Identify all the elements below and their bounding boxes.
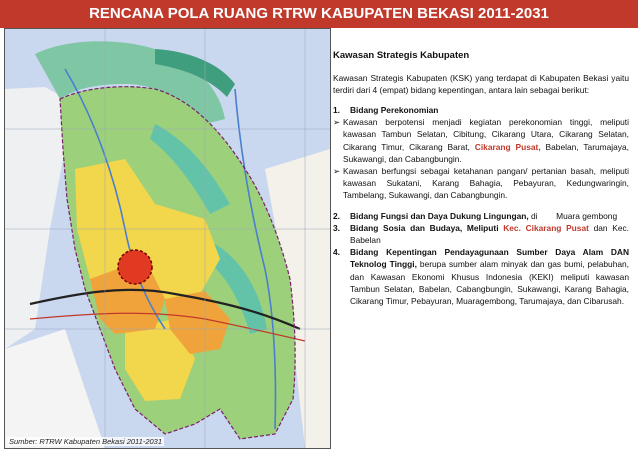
list-item-3 bbox=[333, 222, 629, 246]
highlight-text: Cikarang Pusat, bbox=[474, 141, 541, 152]
item-title: Bidang Fungsi dan Daya Dukung Lingungan, bbox=[350, 211, 529, 222]
item-number: 3. bbox=[333, 223, 340, 234]
bullet-text: Kawasan berpotensi menjadi kegiatan perekonomian tinggi, meliputi kawasan Tambun Selatan, Cibitung, Cikarang Utara, Cikarang Selatan, Cikarang Timur, Cikarang Barat, bbox=[343, 117, 629, 152]
panel-heading: Kawasan Strategis Kabupaten bbox=[333, 50, 470, 61]
item-title: Bidang Sosia dan Budaya, Meliputi bbox=[350, 223, 504, 234]
arrow-bullet-icon: ➢ bbox=[333, 165, 341, 176]
page-title: RENCANA POLA RUANG RTRW KABUPATEN BEKASI 2011-2031 bbox=[0, 0, 638, 28]
list-item-1 bbox=[333, 104, 629, 116]
item-title: Bidang Perekonomian bbox=[350, 105, 439, 116]
strategic-area-marker bbox=[118, 250, 152, 284]
item-number: 2. bbox=[333, 211, 340, 222]
info-panel bbox=[333, 50, 629, 307]
panel-intro: Kawasan Strategis Kabupaten (KSK) yang terdapat di Kabupaten Bekasi yaitu terdiri dari 4 (empat) bidang kepentingan, antara lain sebagai berikut: bbox=[333, 73, 629, 96]
map-source-caption: Sumber: RTRW Kabupaten Bekasi 2011-2031 bbox=[9, 437, 163, 446]
item-number: 4. bbox=[333, 247, 340, 258]
arrow-bullet-icon: ➢ bbox=[333, 117, 341, 128]
regional-map bbox=[4, 28, 331, 449]
bullet-food-security bbox=[333, 165, 629, 201]
item-title: Bidang Kepentingan Pendayagunaan Sumber Daya Alam DAN Teknolog Tinggi, bbox=[350, 247, 629, 270]
item-text: di Muara gembong bbox=[528, 211, 618, 222]
bullet-text-tail: Babelan, Tarumajaya, Sukawangi, dan Cabangbungin. bbox=[343, 141, 629, 164]
item-number: 1. bbox=[333, 105, 340, 116]
bullet-economy-potential bbox=[333, 116, 629, 164]
item-text: dan Kec. Babelan bbox=[350, 223, 630, 246]
highlight-text: Kec. Cikarang Pusat bbox=[503, 223, 589, 234]
list-item-2 bbox=[333, 210, 629, 222]
list-item-4 bbox=[333, 246, 629, 306]
map-illustration bbox=[5, 29, 330, 448]
bullet-text: Kawasan berfungsi sebagai ketahanan pangan/ pertanian basah, meliputi kawasan Sukatani, Karang Bahagia, Pebayuran, Kedungwaringin, Tambelang, Sukawangi, dan Cabangbungin. bbox=[343, 165, 629, 200]
item-text: berupa sumber alam minyak dan gas bumi, pelabuhan, dan Kawasan Ekonomi Khusus Indonesia (KEKI) meliputi kawasan Tambun Selatan, Babelan, Cabangbungin, Sukawangi, Karang Bahagia, Cikarang Timur, Pebayuran, Muaragembong, Tarumajaya, dan Cibarusah. bbox=[350, 259, 629, 306]
